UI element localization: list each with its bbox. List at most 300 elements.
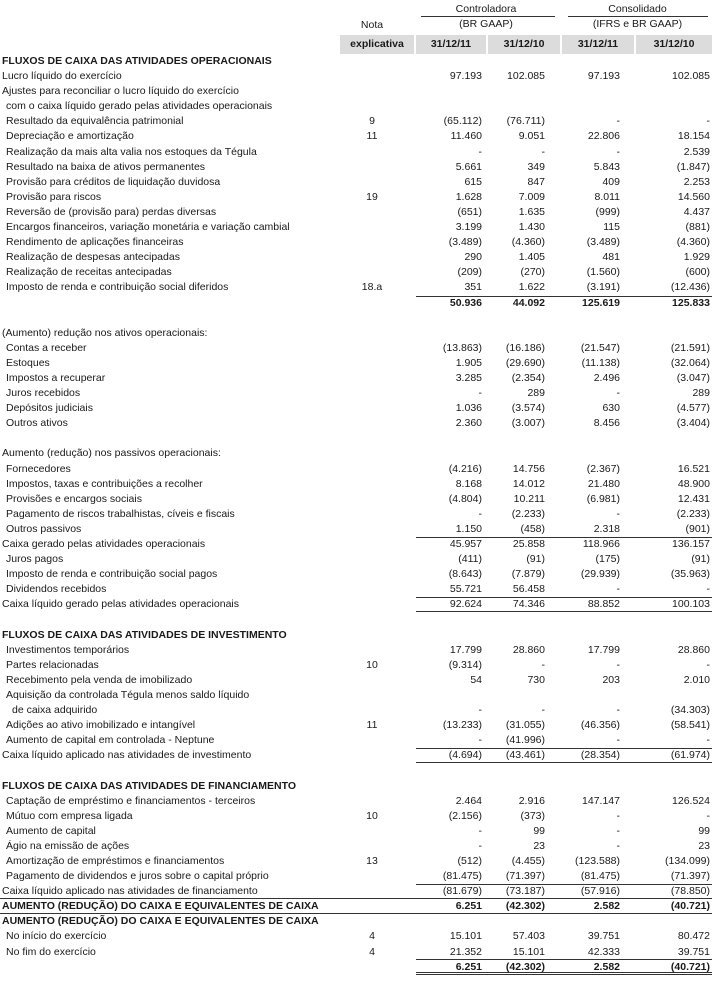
- row-value: -: [706, 809, 710, 822]
- date-header: 31/12/10: [503, 38, 545, 50]
- table-row: [0, 552, 712, 567]
- row-label: Investimentos temporários: [6, 643, 130, 656]
- table-row: [0, 160, 712, 175]
- table-row: [0, 416, 712, 431]
- row-value: (29.690): [505, 356, 545, 369]
- row-label: Resultado da equivalência patrimonial: [6, 115, 184, 128]
- row-value: (31.055): [505, 719, 545, 732]
- table-row: [0, 129, 712, 144]
- row-value: (4.694): [448, 749, 482, 762]
- row-value: (42.302): [505, 900, 545, 913]
- table-row: [0, 884, 712, 899]
- row-value: (34.303): [670, 704, 710, 717]
- row-value: (3.007): [511, 417, 545, 430]
- table-row: [0, 643, 712, 658]
- row-value: 409: [602, 175, 620, 188]
- table-row: [0, 145, 712, 160]
- row-value: 102.085: [672, 70, 710, 83]
- row-label: Resultado na baixa de ativos permanentes: [6, 160, 206, 173]
- row-value: 39.751: [677, 945, 710, 958]
- row-value: (4.455): [511, 854, 545, 867]
- row-value: 21.480: [587, 477, 620, 490]
- row-label: Realização de receitas antecipadas: [6, 266, 172, 279]
- row-value: 290: [464, 251, 482, 264]
- row-value: 15.101: [449, 930, 482, 943]
- row-value: -: [478, 839, 482, 852]
- table-row: [0, 899, 712, 914]
- row-value: 5.843: [593, 160, 620, 173]
- row-value: 1.635: [518, 205, 545, 218]
- row-label: AUMENTO (REDUÇÃO) DO CAIXA E EQUIVALENTES DE CAIXA: [2, 900, 319, 913]
- row-value: 203: [602, 673, 620, 686]
- row-note: 11: [366, 130, 378, 143]
- row-note: 4: [369, 945, 375, 958]
- row-value: (21.591): [670, 341, 710, 354]
- row-label: Adições ao ativo imobilizado e intangível: [6, 719, 196, 732]
- row-value: -: [478, 704, 482, 717]
- row-value: 8.011: [594, 190, 620, 203]
- row-value: -: [616, 583, 620, 596]
- table-row: [0, 84, 712, 99]
- row-value: (58.541): [670, 719, 710, 732]
- row-note: 11: [366, 719, 378, 732]
- row-value: (175): [595, 553, 620, 566]
- row-value: 7.009: [518, 190, 545, 203]
- table-row: [0, 945, 712, 960]
- table-row: [0, 356, 712, 371]
- row-value: 28.860: [512, 643, 545, 656]
- table-row: [0, 839, 712, 854]
- row-value: (270): [520, 266, 545, 279]
- row-value: 92.624: [449, 598, 482, 611]
- row-value: 118.966: [582, 538, 620, 550]
- row-value: 481: [602, 251, 620, 264]
- row-value: (41.996): [505, 734, 545, 747]
- row-value: -: [541, 658, 545, 671]
- row-value: 2.582: [593, 960, 620, 973]
- row-label: Caixa gerado pelas atividades operacionais: [2, 538, 206, 550]
- table-row: [0, 235, 712, 250]
- table-row: [0, 311, 712, 326]
- row-value: -: [478, 387, 482, 400]
- row-value: 125.619: [582, 296, 620, 309]
- table-row: [0, 914, 712, 929]
- row-value: 351: [464, 281, 482, 294]
- table-row: [0, 688, 712, 703]
- row-label: Captação de empréstimo e financiamentos - terceiros: [6, 794, 256, 807]
- row-value: (4.577): [676, 402, 710, 415]
- row-value: (65.112): [443, 115, 482, 128]
- row-note: 19: [366, 190, 378, 203]
- row-value: (4.216): [448, 462, 482, 475]
- row-note: 9: [369, 115, 375, 128]
- row-label: Partes relacionadas: [6, 658, 99, 671]
- row-value: 1.628: [455, 190, 482, 203]
- row-value: (81.475): [442, 870, 482, 883]
- row-value: 44.092: [512, 296, 545, 309]
- table-row: [0, 537, 712, 552]
- row-value: 23: [698, 839, 710, 852]
- table-row: [0, 703, 712, 718]
- row-value: (134.099): [665, 854, 710, 867]
- row-label: Realização da mais alta valia nos estoques da Tégula: [6, 145, 257, 158]
- table-row: [0, 220, 712, 235]
- table-row: [0, 522, 712, 537]
- table-row: [0, 748, 712, 763]
- row-label: FLUXOS DE CAIXA DAS ATIVIDADES DE INVESTIMENTO: [2, 628, 287, 641]
- row-value: 1.929: [683, 251, 710, 264]
- row-label: Juros pagos: [6, 553, 64, 566]
- cash-flow-table: [0, 54, 712, 975]
- row-value: (4.360): [511, 236, 545, 249]
- row-value: (4.804): [448, 492, 482, 505]
- table-row: [0, 446, 712, 461]
- row-label: Depósitos judiciais: [6, 402, 93, 415]
- date-header: 31/12/11: [577, 38, 619, 50]
- row-value: (71.397): [505, 870, 545, 883]
- row-value: (1.847): [676, 160, 710, 173]
- row-value: 8.456: [593, 417, 620, 430]
- table-row: [0, 69, 712, 84]
- explicativa-header: explicativa: [350, 38, 404, 50]
- row-value: (78.850): [670, 885, 710, 898]
- row-value: 18.154: [677, 130, 710, 143]
- row-value: -: [616, 839, 620, 852]
- table-row: [0, 386, 712, 401]
- row-value: (11.138): [581, 356, 620, 369]
- row-value: 88.852: [587, 598, 620, 611]
- row-value: 2.360: [455, 417, 482, 430]
- row-label: Juros recebidos: [6, 387, 81, 400]
- row-value: 5.661: [455, 160, 482, 173]
- row-value: (881): [685, 221, 710, 234]
- row-value: 6.251: [455, 900, 482, 913]
- row-value: 6.251: [455, 960, 482, 973]
- nota-header: Nota: [360, 19, 384, 31]
- table-row: [0, 628, 712, 643]
- table-row: [0, 794, 712, 809]
- row-value: (901): [685, 522, 710, 535]
- row-label: Rendimento de aplicações financeiras: [6, 236, 184, 249]
- row-value: 17.799: [449, 643, 482, 656]
- date-header: 31/12/10: [653, 38, 695, 50]
- row-value: 1.622: [518, 281, 545, 294]
- row-value: -: [616, 145, 620, 158]
- row-value: 10.211: [513, 492, 545, 505]
- row-value: (16.186): [505, 341, 545, 354]
- row-value: -: [706, 734, 710, 747]
- row-label: Imposto de renda e contribuição social diferidos: [6, 281, 229, 294]
- date-header: 31/12/11: [430, 38, 472, 50]
- table-row: [0, 718, 712, 733]
- table-row: [0, 929, 712, 944]
- row-label: Recebimento pela venda de imobilizado: [6, 673, 193, 686]
- row-value: (411): [458, 553, 482, 566]
- row-value: (458): [520, 522, 545, 535]
- row-label: com o caixa líquido gerado pelas atividades operacionais: [6, 100, 273, 113]
- row-value: 102.085: [507, 70, 545, 83]
- row-value: (2.233): [511, 507, 545, 520]
- table-row: [0, 567, 712, 582]
- row-value: (81.679): [442, 885, 482, 898]
- table-row: [0, 175, 712, 190]
- row-value: 42.333: [587, 945, 620, 958]
- row-value: 4.437: [683, 205, 710, 218]
- row-value: (91): [691, 553, 710, 566]
- row-value: 2.582: [593, 900, 620, 913]
- table-row: [0, 733, 712, 748]
- row-label: Aumento de capital em controlada - Neptune: [6, 734, 215, 747]
- row-value: (43.461): [505, 749, 545, 762]
- row-value: (46.356): [580, 719, 620, 732]
- row-value: 99: [533, 824, 545, 837]
- row-value: 2.916: [518, 794, 545, 807]
- row-value: (57.916): [580, 885, 620, 898]
- row-note: 13: [366, 854, 378, 867]
- row-note: 10: [366, 658, 378, 671]
- row-value: -: [616, 704, 620, 717]
- row-label: Outros passivos: [6, 522, 82, 535]
- row-value: 15.101: [512, 945, 545, 958]
- row-value: 45.957: [449, 538, 482, 550]
- row-value: 12.431: [677, 492, 710, 505]
- row-label: Amortização de empréstimos e financiamentos: [6, 854, 225, 867]
- table-row: [0, 205, 712, 220]
- table-row: [0, 401, 712, 416]
- table-row: [0, 960, 712, 975]
- row-value: 2.464: [455, 794, 482, 807]
- row-label: Imposto de renda e contribuição social pagos: [6, 568, 218, 581]
- row-label: Pagamento de dividendos e juros sobre o capital próprio: [6, 870, 269, 883]
- row-value: 2.318: [593, 522, 620, 535]
- consolidado-basis: (IFRS e BR GAAP): [592, 18, 683, 30]
- row-value: (42.302): [505, 960, 545, 973]
- row-value: (3.191): [586, 281, 620, 294]
- row-value: (12.436): [670, 281, 710, 294]
- row-label: Provisão para riscos: [6, 190, 102, 203]
- row-value: (2.367): [586, 462, 620, 475]
- row-value: 74.346: [512, 598, 545, 611]
- row-value: 99: [698, 824, 710, 837]
- row-value: -: [541, 704, 545, 717]
- row-label: Outros ativos: [6, 417, 68, 430]
- row-value: 56.458: [512, 583, 545, 596]
- row-value: -: [478, 824, 482, 837]
- row-value: 136.157: [672, 538, 710, 550]
- table-row: [0, 431, 712, 446]
- row-label: Contas a receber: [6, 341, 87, 354]
- row-value: 2.253: [683, 175, 710, 188]
- table-row: [0, 582, 712, 597]
- row-value: (40.721): [670, 900, 710, 913]
- row-value: (40.721): [670, 960, 710, 973]
- row-value: 14.560: [677, 190, 710, 203]
- row-note: 18.a: [361, 281, 383, 294]
- row-value: (81.475): [580, 870, 620, 883]
- row-value: (35.963): [670, 568, 710, 581]
- row-label: Aumento de capital: [6, 824, 96, 837]
- row-value: (13.863): [442, 341, 482, 354]
- row-label: No início do exercício: [6, 930, 107, 943]
- table-row: [0, 265, 712, 280]
- row-value: (29.939): [580, 568, 620, 581]
- row-value: -: [616, 507, 620, 520]
- row-value: -: [616, 658, 620, 671]
- row-value: (28.354): [580, 749, 620, 762]
- row-value: (2.233): [676, 507, 710, 520]
- row-label: FLUXOS DE CAIXA DAS ATIVIDADES OPERACIONAIS: [2, 55, 272, 67]
- row-label: Encargos financeiros, variação monetária e variação cambial: [6, 221, 290, 234]
- row-value: (4.360): [676, 236, 710, 249]
- table-row: [0, 673, 712, 688]
- table-row: [0, 462, 712, 477]
- row-value: (6.981): [586, 492, 620, 505]
- row-value: 3.285: [455, 371, 482, 384]
- row-value: -: [616, 734, 620, 747]
- row-value: 17.799: [587, 643, 620, 656]
- row-value: 1.405: [518, 251, 545, 264]
- row-value: -: [706, 658, 710, 671]
- row-value: (73.187): [505, 885, 545, 898]
- row-value: 349: [527, 160, 545, 173]
- row-label: Provisão para créditos de liquidação duvidosa: [6, 175, 221, 188]
- row-value: -: [616, 824, 620, 837]
- table-row: [0, 597, 712, 612]
- row-value: 21.352: [449, 945, 482, 958]
- row-value: 28.860: [677, 643, 710, 656]
- row-value: 1.430: [518, 221, 545, 234]
- table-row: [0, 250, 712, 265]
- row-value: (32.064): [670, 356, 710, 369]
- table-header: [0, 0, 712, 54]
- row-label: Impostos, taxas e contribuições a recolher: [6, 477, 203, 490]
- row-value: (91): [526, 553, 545, 566]
- row-label: Reversão de (provisão para) perdas diversas: [6, 205, 217, 218]
- row-value: 9.051: [518, 130, 545, 143]
- row-label: Lucro líquido do exercício: [2, 70, 122, 83]
- row-value: -: [616, 387, 620, 400]
- row-value: (600): [685, 266, 710, 279]
- row-value: 22.806: [587, 130, 620, 143]
- row-value: 289: [527, 387, 545, 400]
- row-label: Estoques: [6, 356, 50, 369]
- row-value: (21.547): [580, 341, 620, 354]
- row-value: 125.833: [672, 296, 710, 309]
- table-row: [0, 809, 712, 824]
- row-value: (3.489): [448, 236, 482, 249]
- row-value: (9.314): [448, 658, 482, 671]
- row-value: (3.574): [511, 402, 545, 415]
- row-label: (Aumento) redução nos ativos operacionais:: [2, 326, 208, 339]
- row-value: 126.524: [672, 794, 710, 807]
- row-value: (651): [457, 205, 482, 218]
- row-value: 100.103: [672, 598, 710, 611]
- table-row: [0, 190, 712, 205]
- table-row: [0, 326, 712, 341]
- row-label: Provisões e encargos sociais: [6, 492, 142, 505]
- row-value: (1.560): [586, 266, 620, 279]
- table-row: [0, 296, 712, 311]
- row-value: 8.168: [455, 477, 482, 490]
- row-value: 54: [470, 673, 482, 686]
- row-label: Impostos a recuperar: [6, 371, 106, 384]
- row-value: (13.233): [442, 719, 482, 732]
- controladora-header: Controladora: [455, 3, 517, 15]
- row-value: 16.521: [677, 462, 710, 475]
- row-value: 2.539: [683, 145, 710, 158]
- row-label: Depreciação e amortização: [6, 130, 134, 143]
- row-value: -: [478, 145, 482, 158]
- controladora-underline: [421, 16, 555, 17]
- row-value: 50.936: [449, 296, 482, 309]
- row-value: 115: [603, 221, 620, 234]
- consolidado-underline: [568, 16, 708, 17]
- row-value: (123.588): [575, 854, 620, 867]
- row-value: 14.012: [512, 477, 545, 490]
- row-value: (61.974): [670, 749, 710, 762]
- row-value: 730: [527, 673, 545, 686]
- row-value: -: [616, 809, 620, 822]
- row-value: (3.404): [676, 417, 710, 430]
- row-value: 147.147: [582, 794, 620, 807]
- row-value: -: [478, 507, 482, 520]
- row-value: (3.489): [586, 236, 620, 249]
- row-value: 97.193: [449, 70, 482, 83]
- row-label: Pagamento de riscos trabalhistas, cíveis e fiscais: [6, 507, 235, 520]
- row-value: (8.643): [448, 568, 482, 581]
- table-row: [0, 114, 712, 129]
- row-value: -: [478, 734, 482, 747]
- row-note: 4: [369, 930, 375, 943]
- row-value: 11.460: [450, 130, 482, 143]
- table-row: [0, 854, 712, 869]
- table-row: [0, 477, 712, 492]
- table-row: [0, 492, 712, 507]
- row-value: 14.756: [512, 462, 545, 475]
- table-row: [0, 763, 712, 778]
- table-row: [0, 507, 712, 522]
- table-row: [0, 869, 712, 884]
- row-value: (3.047): [676, 371, 710, 384]
- row-value: 289: [692, 387, 710, 400]
- row-value: 2.010: [683, 673, 710, 686]
- row-value: -: [706, 115, 710, 128]
- row-label: AUMENTO (REDUÇÃO) DO CAIXA E EQUIVALENTES DE CAIXA: [2, 915, 319, 928]
- row-label: Caixa líquido aplicado nas atividades de investimento: [2, 749, 252, 762]
- row-value: 1.150: [455, 522, 482, 535]
- row-label: Ajustes para reconciliar o lucro líquido do exercício: [2, 85, 239, 98]
- row-value: 97.193: [587, 70, 620, 83]
- table-row: [0, 612, 712, 627]
- row-value: -: [706, 583, 710, 596]
- table-row: [0, 280, 712, 295]
- row-value: 39.751: [587, 930, 620, 943]
- table-row: [0, 99, 712, 114]
- row-label: Fornecedores: [6, 462, 71, 475]
- row-label: Mútuo com empresa ligada: [6, 809, 133, 822]
- table-row: [0, 824, 712, 839]
- row-label: Aquisição da controlada Tégula menos saldo líquido: [6, 688, 250, 701]
- row-value: 55.721: [449, 583, 482, 596]
- row-value: 2.496: [593, 371, 620, 384]
- controladora-basis: (BR GAAP): [459, 18, 513, 30]
- table-row: [0, 658, 712, 673]
- row-label: de caixa adquirido: [12, 704, 98, 717]
- row-label: No fim do exercício: [6, 945, 96, 958]
- table-row: [0, 341, 712, 356]
- row-label: FLUXOS DE CAIXA DAS ATIVIDADES DE FINANCIAMENTO: [2, 779, 297, 792]
- row-note: 10: [366, 809, 378, 822]
